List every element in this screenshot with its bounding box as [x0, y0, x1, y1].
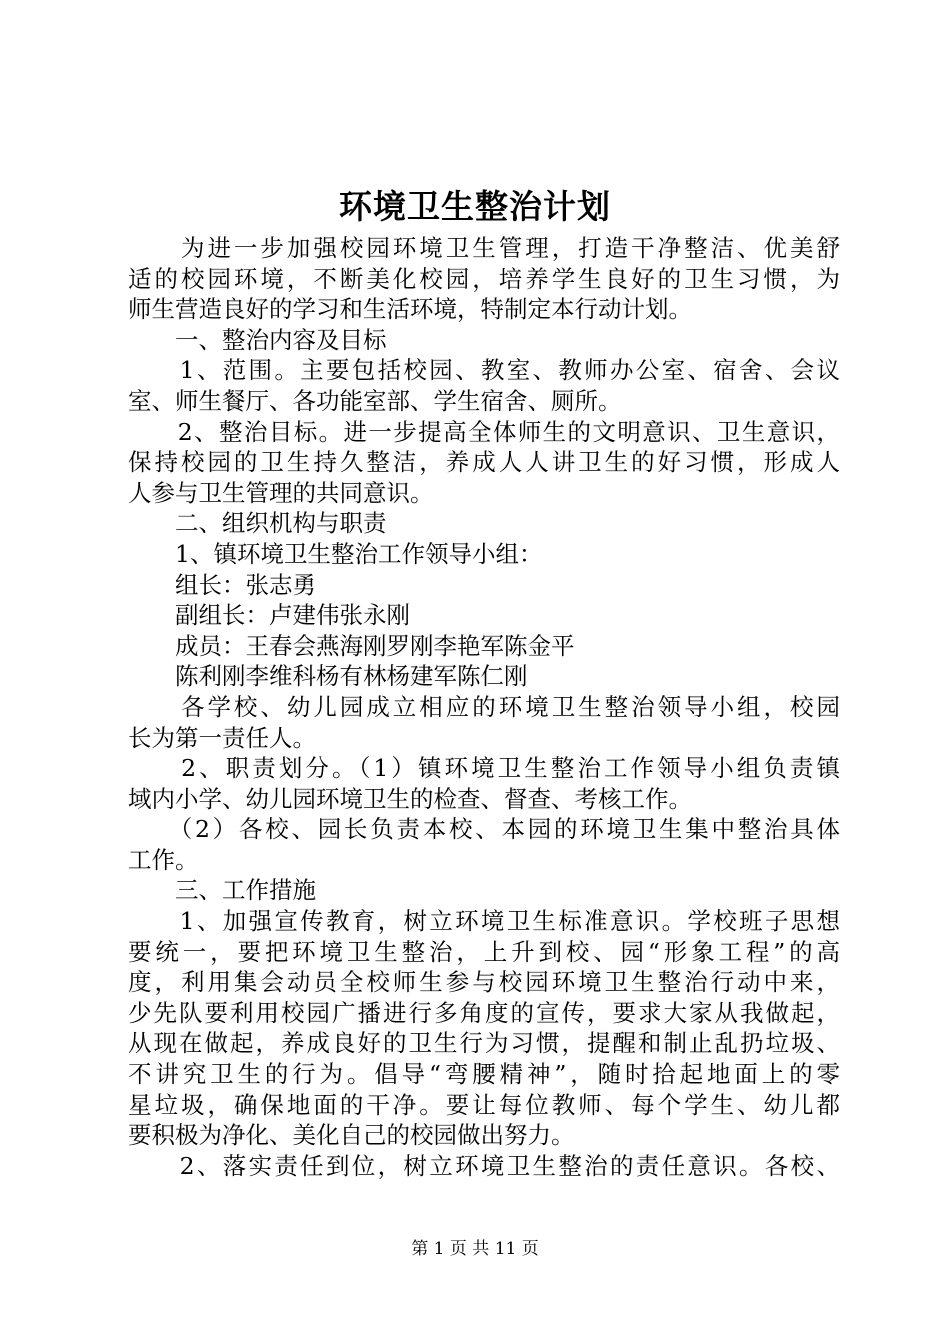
body-line: 保持校园的卫生持久整洁，养成人人讲卫生的好习惯，形成人 [128, 448, 840, 477]
section-heading: 一、整治内容及目标 [128, 325, 387, 354]
body-line: 副组长：卢建伟张永刚 [128, 601, 410, 630]
body-line: 1、镇环境卫生整治工作领导小组： [128, 539, 543, 568]
body-line: 长为第一责任人。 [128, 723, 316, 752]
body-line: 不讲究卫生的行为。倡导“弯腰精神”，随时拾起地面上的零 [128, 1060, 840, 1089]
page-footer: 第 1 页 共 11 页 [411, 1239, 539, 1259]
body-line: 要积极为净化、美化自己的校园做出努力。 [128, 1121, 575, 1150]
body-line: 2、整治目标。进一步提高全体师生的文明意识、卫生意识， [128, 417, 840, 446]
body-line: 1、加强宣传教育，树立环境卫生标准意识。学校班子思想 [128, 907, 840, 936]
document-body [128, 233, 840, 1181]
body-line: 少先队要利用校园广播进行多角度的宣传，要求大家从我做起， [128, 998, 840, 1027]
body-line: 要统一，要把环境卫生整治，上升到校、园“形象工程”的高 [128, 937, 840, 966]
body-line: 从现在做起，养成良好的卫生行为习惯，提醒和制止乱扔垃圾、 [128, 1029, 840, 1058]
body-line: 组长：张志勇 [128, 570, 316, 599]
body-line: （2）各校、园长负责本校、本园的环境卫生集中整治具体 [128, 815, 840, 844]
body-line: 成员：王春会燕海刚罗刚李艳军陈金平 [128, 631, 575, 660]
section-heading: 三、工作措施 [128, 876, 316, 905]
body-line: 为进一步加强校园环境卫生管理，打造干净整洁、优美舒 [128, 234, 840, 262]
body-line: 2、职责划分。（1）镇环境卫生整治工作领导小组负责镇 [128, 754, 840, 783]
section-heading: 二、组织机构与职责 [128, 509, 387, 538]
body-line: 星垃圾，确保地面的干净。要让每位教师、每个学生、幼儿都 [128, 1090, 840, 1119]
body-line: 域内小学、幼儿园环境卫生的检查、督查、考核工作。 [128, 784, 692, 813]
body-line: 适的校园环境，不断美化校园，培养学生良好的卫生习惯，为 [128, 264, 840, 293]
body-line: 各学校、幼儿园成立相应的环境卫生整治领导小组，校园 [128, 692, 840, 721]
body-line: 工作。 [128, 845, 199, 874]
body-line: 师生营造良好的学习和生活环境，特制定本行动计划。 [128, 295, 692, 324]
document-title: 环境卫生整治计划 [339, 187, 611, 226]
body-line: 陈利刚李维科杨有林杨建军陈仁刚 [128, 662, 528, 691]
body-line: 度，利用集会动员全校师生参与校园环境卫生整治行动中来， [128, 968, 840, 997]
body-line: 1、范围。主要包括校园、教室、教师办公室、宿舍、会议 [128, 356, 840, 385]
body-line: 人参与卫生管理的共同意识。 [128, 478, 434, 507]
body-line: 室、师生餐厅、各功能室部、学生宿舍、厕所。 [128, 386, 622, 415]
body-line: 2、落实责任到位，树立环境卫生整治的责任意识。各校、 [128, 1151, 840, 1180]
